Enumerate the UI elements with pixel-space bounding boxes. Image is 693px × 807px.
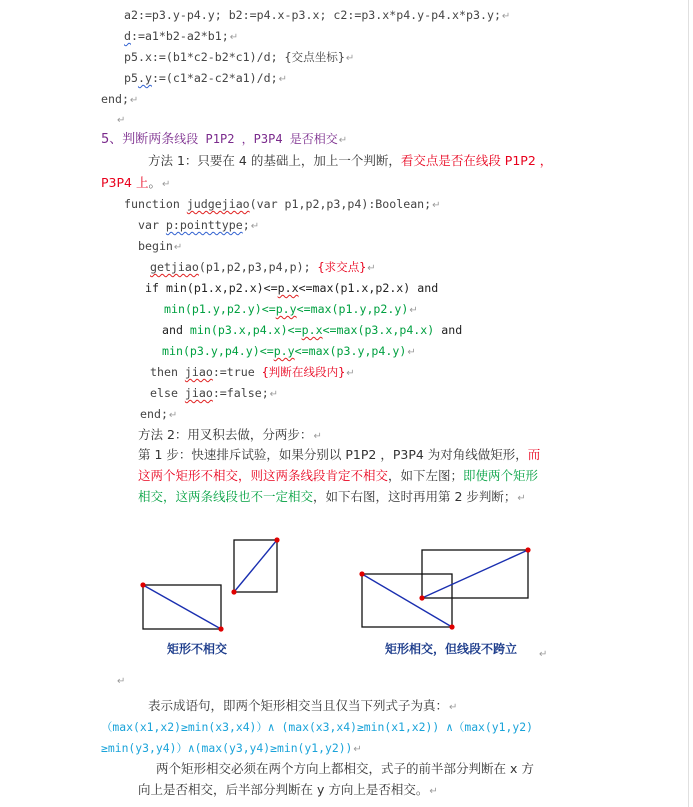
code-line: p5.x:=(b1*c2-b2*c1)/d; {交点坐标}↵ xyxy=(124,50,355,64)
left-point xyxy=(218,626,223,631)
left-point xyxy=(274,537,279,542)
right-point xyxy=(419,595,424,600)
left-point xyxy=(231,589,236,594)
formula-explain: 两个矩形相交必须在两个方向上都相交，式子的前半部分判断在 x 方 xyxy=(156,761,534,776)
code-line: min(p3.y,p4.y)<=p.y<=max(p3.y,p4.y)↵ xyxy=(162,344,416,358)
right-point xyxy=(449,624,454,629)
code-line: var p:pointtype;↵ xyxy=(138,218,260,232)
code-line: function judgejiao(var p1,p2,p3,p4):Boolean;↵ xyxy=(124,197,441,211)
method1-line: 方法 1：只要在 4 的基础上，加上一个判断，看交点是否在线段 P1P2 ， xyxy=(148,153,553,168)
left-segment-2 xyxy=(234,540,277,592)
left-segment-1 xyxy=(143,585,221,629)
left-figure-caption: 矩形不相交 xyxy=(167,642,228,656)
left-point xyxy=(140,582,145,587)
right-figure-caption: 矩形相交，但线段不跨立 xyxy=(385,642,518,656)
code-line: min(p1.y,p2.y)<=p.y<=max(p1.y,p2.y)↵ xyxy=(164,302,418,316)
formula-line: ≥min(y3,y4)）∧(max(y3,y4)≥min(y1,y2))↵ xyxy=(101,741,362,755)
formula-intro: 表示成语句，即两个矩形相交当且仅当下列式子为真：↵ xyxy=(148,698,458,713)
code-line: getjiao(p1,p2,p3,p4,p); {求交点}↵ xyxy=(150,260,376,274)
paragraph-mark: ↵ xyxy=(539,649,548,660)
code-line: then jiao:=true {判断在线段内}↵ xyxy=(150,365,355,379)
code-line: if min(p1.x,p2.x)<=p.x<=max(p1.x,p2.x) and xyxy=(145,281,439,295)
paragraph-mark: ↵ xyxy=(117,115,126,126)
paragraph-mark: ↵ xyxy=(117,676,126,687)
method2-step1-line: 第 1 步：快速排斥试验，如果分别以 P1P2 ，P3P4 为对角线做矩形，而 xyxy=(138,447,541,462)
code-line: end;↵ xyxy=(101,92,139,106)
right-segment-1 xyxy=(362,574,452,627)
right-point xyxy=(359,571,364,576)
right-figure xyxy=(359,547,530,629)
method2-step1-line: 这两个矩形不相交，则这两条线段肯定不相交，如下左图；即使两个矩形 xyxy=(138,468,539,483)
left-figure xyxy=(140,537,279,631)
right-point xyxy=(525,547,530,552)
code-line: p5.y:=(c1*a2-c2*a1)/d;↵ xyxy=(124,71,287,85)
code-line: else jiao:=false;↵ xyxy=(150,386,279,400)
code-line: a2:=p3.y-p4.y; b2:=p4.x-p3.x; c2:=p3.x*p4.y-p4.x*p3.y;↵ xyxy=(124,8,511,22)
formula-line: （max(x1,x2)≥min(x3,x4)）∧ (max(x3,x4)≥min(x1,x2)) ∧（max(y1,y2) xyxy=(101,720,533,734)
method1-line: P3P4 上。↵ xyxy=(101,175,171,190)
code-line: and min(p3.x,p4.x)<=p.x<=max(p3.x,p4.x) and xyxy=(162,323,463,337)
code-line: end;↵ xyxy=(140,407,178,421)
formula-explain: 向上是否相交，后半部分判断在 y 方向上是否相交。↵ xyxy=(138,782,438,797)
code-line: d:=a1*b2-a2*b1;↵ xyxy=(124,29,239,43)
method2-step1-line: 相交，这两条线段也不一定相交，如下右图，这时再用第 2 步判断；↵ xyxy=(138,489,526,504)
code-line: begin↵ xyxy=(138,239,183,253)
method2-title: 方法 2：用叉积去做，分两步：↵ xyxy=(138,427,322,442)
section-heading: 5、判断两条线段 P1P2 ，P3P4 是否相交↵ xyxy=(101,132,348,147)
